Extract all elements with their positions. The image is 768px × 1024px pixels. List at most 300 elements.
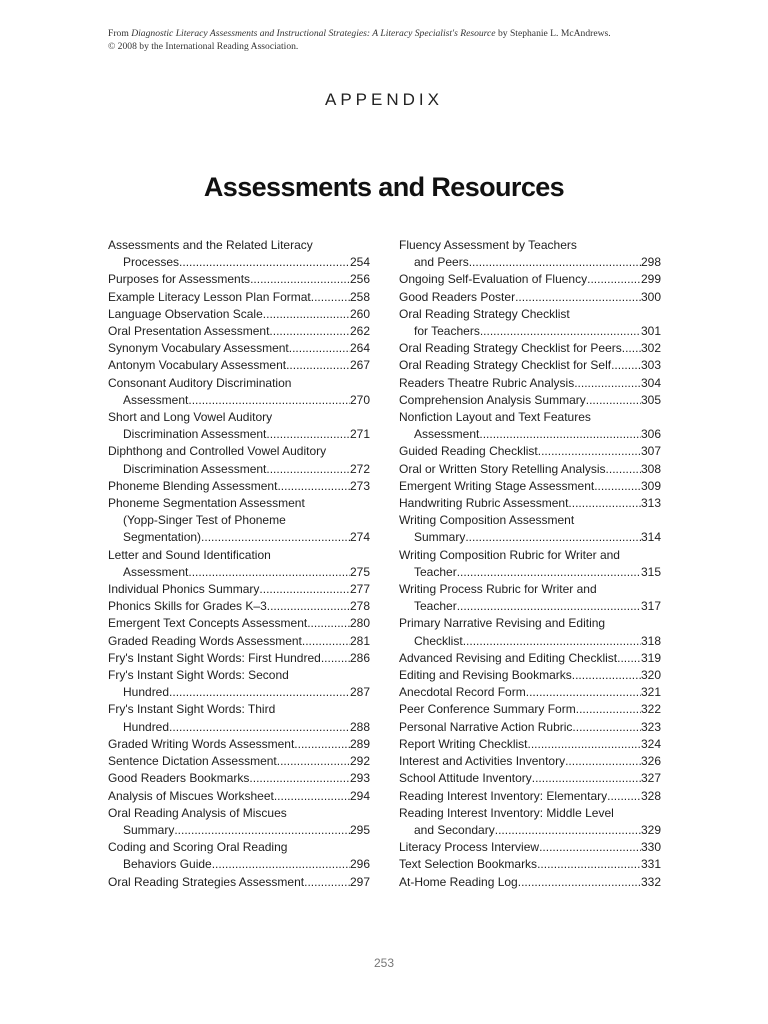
toc-entry-last-line	[108, 874, 370, 891]
toc-entry-title: Analysis of Miscues Worksheet	[108, 788, 274, 803]
toc-entry-page: 297	[349, 874, 370, 889]
toc-entry-last-line	[399, 461, 661, 478]
toc-entry	[108, 736, 370, 753]
toc-entry-title: Letter and Sound Identification	[108, 547, 271, 562]
toc-entry-page: 328	[640, 788, 661, 803]
toc-entry-page: 331	[640, 857, 661, 872]
toc-entry	[108, 409, 370, 443]
leader-dots	[263, 306, 350, 323]
toc-entry-line	[399, 512, 661, 529]
toc-entry-title: Graded Reading Words Assessment	[108, 633, 302, 648]
toc-entry-page: 275	[349, 564, 370, 579]
toc-entry	[399, 719, 661, 736]
leader-dots	[249, 770, 350, 787]
leader-dots	[302, 633, 350, 650]
toc-entry-page: 298	[640, 255, 661, 270]
toc-entry-page: 260	[349, 306, 370, 321]
leader-dots	[457, 598, 641, 615]
toc-entry	[399, 753, 661, 770]
toc-entry-line	[108, 547, 370, 564]
toc-entry-title: Graded Writing Words Assessment	[108, 736, 295, 751]
toc-entry-last-line	[399, 375, 661, 392]
toc-entry-page: 326	[640, 754, 661, 769]
toc-entry-last-line	[399, 495, 661, 512]
toc-entry-title: Writing Composition Rubric for Writer and	[399, 547, 620, 562]
toc-entry-page: 317	[640, 599, 661, 614]
leader-dots	[188, 392, 350, 409]
toc-entry-last-line	[399, 254, 661, 271]
toc-entry	[399, 357, 661, 374]
toc-entry-page: 320	[640, 668, 661, 683]
toc-entry	[399, 443, 661, 460]
toc-entry-title: Phonics Skills for Grades K–3	[108, 599, 267, 614]
toc-entry	[108, 306, 370, 323]
toc-entry	[399, 512, 661, 546]
leader-dots	[277, 753, 350, 770]
toc-entry-line	[399, 237, 661, 254]
toc-entry	[108, 357, 370, 374]
toc-entry-line	[399, 306, 661, 323]
toc-entry-title: Writing Composition Assessment	[399, 513, 575, 528]
toc-entry-title: Segmentation)	[123, 530, 202, 545]
toc-entry-title: Checklist	[414, 633, 463, 648]
toc-entry-last-line	[108, 357, 370, 374]
leader-dots	[304, 874, 350, 891]
leader-dots	[294, 736, 350, 753]
toc-entry	[399, 701, 661, 718]
toc-entry-page: 301	[640, 324, 661, 339]
toc-entry-title: Coding and Scoring Oral Reading	[108, 840, 288, 855]
toc-entry-last-line	[108, 753, 370, 770]
toc-entry-last-line	[399, 874, 661, 891]
toc-entry-page: 292	[349, 754, 370, 769]
toc-entry	[399, 667, 661, 684]
source-copyright: © 2008 by the International Reading Association.	[108, 41, 299, 52]
toc-entry-page: 272	[349, 461, 370, 476]
toc-entry	[108, 650, 370, 667]
toc-entry	[399, 581, 661, 615]
toc-entry	[108, 289, 370, 306]
toc-entry-last-line	[399, 340, 661, 357]
toc-entry-last-line	[108, 770, 370, 787]
leader-dots	[594, 478, 641, 495]
leader-dots	[179, 254, 350, 271]
toc-entry-page: 289	[349, 736, 370, 751]
page-number: 253	[373, 956, 395, 970]
toc-entry-line	[108, 701, 370, 718]
toc-entry-last-line	[108, 271, 370, 288]
toc-entry-title: Oral Reading Strategies Assessment	[108, 874, 305, 889]
toc-entry-title: Writing Process Rubric for Writer and	[399, 582, 597, 597]
toc-entry-title: Discrimination Assessment	[123, 427, 267, 442]
toc-entry-page: 271	[349, 427, 370, 442]
toc-entry	[108, 495, 370, 547]
toc-entry-title: Fry's Instant Sight Words: Third	[108, 702, 276, 717]
toc-entry	[108, 271, 370, 288]
toc-entry	[108, 753, 370, 770]
toc-entry-last-line	[399, 598, 661, 615]
toc-entry-title: Good Readers Bookmarks	[108, 771, 250, 786]
toc-entry-last-line	[108, 719, 370, 736]
toc-entry-page: 308	[640, 461, 661, 476]
toc-entry-page: 302	[640, 341, 661, 356]
toc-entry-last-line	[108, 426, 370, 443]
leader-dots	[274, 788, 350, 805]
toc-entry-page: 287	[349, 685, 370, 700]
leader-dots	[469, 254, 641, 271]
toc-entry-page: 304	[640, 375, 661, 390]
leader-dots	[622, 340, 641, 357]
source-author: by Stephanie L. McAndrews.	[495, 28, 611, 39]
toc-entry-last-line	[399, 323, 661, 340]
toc-entry-page: 321	[640, 685, 661, 700]
toc-entry-title: Hundred	[123, 685, 170, 700]
leader-dots	[539, 839, 641, 856]
leader-dots	[321, 650, 350, 667]
toc-entry-title: Teacher	[414, 564, 457, 579]
leader-dots	[537, 856, 641, 873]
toc-entry-line	[108, 443, 370, 460]
toc-entry-title: Consonant Auditory Discrimination	[108, 375, 292, 390]
toc-entry-title: At-Home Reading Log	[399, 874, 518, 889]
toc-entry-last-line	[399, 564, 661, 581]
toc-entry-last-line	[108, 478, 370, 495]
toc-entry-title: (Yopp-Singer Test of Phoneme	[123, 513, 286, 528]
leader-dots	[606, 461, 641, 478]
toc-entry-title: Report Writing Checklist	[399, 736, 528, 751]
toc-entry-title: Phoneme Blending Assessment	[108, 478, 278, 493]
toc-entry-title: Nonfiction Layout and Text Features	[399, 410, 591, 425]
toc-entry-title: Personal Narrative Action Rubric	[399, 719, 573, 734]
toc-entry-last-line	[399, 856, 661, 873]
toc-entry	[108, 788, 370, 805]
toc-entry	[108, 667, 370, 701]
toc-entry-page: 327	[640, 771, 661, 786]
toc-entry-page: 322	[640, 702, 661, 717]
leader-dots	[286, 357, 350, 374]
leader-dots	[307, 615, 350, 632]
toc-entry-page: 303	[640, 358, 661, 373]
toc-entry-last-line	[399, 289, 661, 306]
source-prefix: From	[108, 28, 132, 39]
source-citation	[108, 27, 668, 53]
leader-dots	[269, 323, 350, 340]
toc-entry-title: and Peers	[414, 255, 469, 270]
toc-entry-last-line	[108, 736, 370, 753]
toc-entry	[108, 237, 370, 271]
leader-dots	[538, 443, 641, 460]
toc-entry-line	[399, 409, 661, 426]
toc-entry-page: 324	[640, 736, 661, 751]
toc-entry	[399, 650, 661, 667]
toc-entry-line	[108, 512, 370, 529]
leader-dots	[526, 684, 641, 701]
leader-dots	[532, 770, 641, 787]
leader-dots	[289, 340, 350, 357]
toc-entry-page: 318	[640, 633, 661, 648]
toc-entry-page: 306	[640, 427, 661, 442]
toc-entry-title: Sentence Dictation Assessment	[108, 754, 277, 769]
leader-dots	[188, 564, 350, 581]
toc-entry-page: 262	[349, 324, 370, 339]
leader-dots	[572, 667, 641, 684]
appendix-label: APPENDIX	[325, 90, 443, 109]
toc-entry-title: Fry's Instant Sight Words: First Hundred	[108, 650, 321, 665]
page-title: Assessments and Resources	[203, 172, 565, 202]
toc-entry-title: Reading Interest Inventory: Middle Level	[399, 805, 614, 820]
toc-entry-last-line	[108, 822, 370, 839]
toc-entry	[108, 547, 370, 581]
toc-entry-last-line	[399, 443, 661, 460]
leader-dots	[212, 856, 350, 873]
toc-entry	[399, 271, 661, 288]
toc-entry-title: Literacy Process Interview	[399, 840, 540, 855]
leader-dots	[174, 822, 350, 839]
leader-dots	[311, 289, 350, 306]
toc-entry	[108, 839, 370, 873]
leader-dots	[277, 478, 350, 495]
toc-entry-line	[108, 839, 370, 856]
toc-entry-last-line	[399, 822, 661, 839]
toc-entry-last-line	[108, 633, 370, 650]
toc-entry	[399, 788, 661, 805]
toc-entry-title: Primary Narrative Revising and Editing	[399, 616, 606, 631]
leader-dots	[568, 495, 641, 512]
toc-entry	[399, 805, 661, 839]
leader-dots	[518, 874, 641, 891]
toc-entry-title: Diphthong and Controlled Vowel Auditory	[108, 444, 327, 459]
toc-entry-page: 295	[349, 822, 370, 837]
leader-dots	[480, 323, 641, 340]
leader-dots	[527, 736, 640, 753]
toc-entry	[399, 874, 661, 891]
source-book-title: Diagnostic Literacy Assessments and Instructional Strategies: A Literacy Specialist's Resource	[131, 28, 496, 39]
toc-entry-title: Processes	[123, 255, 180, 270]
toc-entry	[108, 340, 370, 357]
leader-dots	[495, 822, 641, 839]
toc-entry-title: Behaviors Guide	[123, 857, 212, 872]
toc-entry-title: Anecdotal Record Form	[399, 685, 526, 700]
leader-dots	[587, 271, 641, 288]
toc-entry-last-line	[399, 736, 661, 753]
toc-entry-title: Guided Reading Checklist	[399, 444, 538, 459]
toc-entry-page: 264	[349, 341, 370, 356]
toc-entry-title: Assessment	[123, 392, 189, 407]
toc-entry	[108, 633, 370, 650]
toc-entry-page: 329	[640, 822, 661, 837]
toc-entry-last-line	[108, 340, 370, 357]
toc-entry-title: Teacher	[414, 599, 457, 614]
toc-entry-title: Oral Presentation Assessment	[108, 324, 270, 339]
toc-entry-last-line	[108, 581, 370, 598]
leader-dots	[201, 529, 350, 546]
toc-entry	[108, 770, 370, 787]
toc-entry	[108, 478, 370, 495]
toc-entry-last-line	[399, 788, 661, 805]
toc-entry-title: for Teachers	[414, 324, 480, 339]
toc-entry-title: Oral Reading Analysis of Miscues	[108, 805, 287, 820]
toc-entry	[399, 237, 661, 271]
toc-entry-title: Oral Reading Strategy Checklist for Peers	[399, 341, 622, 356]
leader-dots	[586, 392, 641, 409]
toc-entry	[399, 839, 661, 856]
toc-entry-last-line	[399, 684, 661, 701]
toc-entry-line	[108, 495, 370, 512]
toc-entry-page: 307	[640, 444, 661, 459]
toc-entry-page: 273	[349, 478, 370, 493]
toc-entry-title: Interest and Activities Inventory	[399, 754, 566, 769]
toc-entry-last-line	[108, 289, 370, 306]
leader-dots	[611, 357, 641, 374]
toc-entry-title: Oral Reading Strategy Checklist	[399, 306, 570, 321]
toc-entry-page: 281	[349, 633, 370, 648]
toc-entry-title: Fluency Assessment by Teachers	[399, 238, 577, 252]
leader-dots	[250, 271, 350, 288]
toc-entry-page: 319	[640, 650, 661, 665]
toc-entry-title: Language Observation Scale	[108, 306, 263, 321]
toc-entry-title: Comprehension Analysis Summary	[399, 392, 586, 407]
toc-entry	[399, 684, 661, 701]
toc-entry-title: Editing and Revising Bookmarks	[399, 668, 572, 683]
toc-entry-page: 278	[349, 599, 370, 614]
toc-entry-title: Oral or Written Story Retelling Analysis	[399, 461, 606, 476]
toc-entry-title: Synonym Vocabulary Assessment	[108, 341, 289, 356]
toc-entry-title: School Attitude Inventory	[399, 771, 532, 786]
leader-dots	[259, 581, 350, 598]
toc-entry	[108, 443, 370, 477]
toc-entry-page: 274	[349, 530, 370, 545]
toc-entry-title: Example Literacy Lesson Plan Format	[108, 289, 311, 304]
toc-entry-line	[399, 805, 661, 822]
toc-entry-last-line	[399, 650, 661, 667]
toc-entry-title: Purposes for Assessments	[108, 272, 251, 287]
toc-entry	[399, 478, 661, 495]
leader-dots	[617, 650, 641, 667]
toc-left-column	[108, 237, 370, 891]
toc-entry-line	[108, 375, 370, 392]
toc-entry-title: Reading Interest Inventory: Elementary	[399, 788, 608, 803]
toc-entry-title: Advanced Revising and Editing Checklist	[399, 650, 618, 665]
toc-entry-page: 315	[640, 564, 661, 579]
toc-entry-title: Hundred	[123, 719, 170, 734]
toc-entry-line	[399, 547, 661, 564]
toc-entry-page: 314	[640, 530, 661, 545]
toc-entry-page: 309	[640, 478, 661, 493]
toc-entry-title: Peer Conference Summary Form	[399, 702, 576, 717]
toc-entry-line	[108, 805, 370, 822]
toc-entry	[399, 340, 661, 357]
toc-entry-title: Summary	[123, 822, 175, 837]
toc-entry-page: 299	[640, 272, 661, 287]
toc-entry-page: 277	[349, 582, 370, 597]
toc-entry-page: 330	[640, 840, 661, 855]
toc-entry-title: Handwriting Rubric Assessment	[399, 496, 569, 511]
toc-entry-title: Discrimination Assessment	[123, 461, 267, 476]
leader-dots	[465, 529, 641, 546]
leader-dots	[169, 684, 350, 701]
toc-entry-last-line	[399, 770, 661, 787]
toc-entry-page: 280	[349, 616, 370, 631]
toc-entry-title: Oral Reading Strategy Checklist for Self	[399, 358, 612, 373]
toc-entry-title: Individual Phonics Summary	[108, 582, 260, 597]
leader-dots	[266, 461, 350, 478]
toc-entry-page: 305	[640, 392, 661, 407]
toc-entry-last-line	[399, 701, 661, 718]
toc-entry	[108, 615, 370, 632]
toc-entry-title: Assessment	[123, 564, 189, 579]
toc-entry-last-line	[108, 788, 370, 805]
toc-entry-title: Fry's Instant Sight Words: Second	[108, 668, 289, 683]
toc-entry-last-line	[399, 357, 661, 374]
leader-dots	[515, 289, 641, 306]
toc-entry-page: 293	[349, 771, 370, 786]
toc-entry-last-line	[399, 478, 661, 495]
toc-entry-title: Antonym Vocabulary Assessment	[108, 358, 287, 373]
leader-dots	[576, 701, 641, 718]
toc-entry-last-line	[108, 254, 370, 271]
leader-dots	[457, 564, 641, 581]
leader-dots	[565, 753, 641, 770]
toc-entry	[399, 461, 661, 478]
toc-entry-title: Short and Long Vowel Auditory	[108, 410, 273, 425]
leader-dots	[267, 598, 350, 615]
toc-entry-last-line	[108, 564, 370, 581]
leader-dots	[479, 426, 641, 443]
toc-entry-last-line	[108, 461, 370, 478]
toc-entry-last-line	[399, 529, 661, 546]
toc-right-column	[399, 237, 661, 891]
toc-entry-page: 300	[640, 289, 661, 304]
toc-entry-line	[399, 581, 661, 598]
toc-entry	[399, 615, 661, 649]
toc-entry-last-line	[108, 529, 370, 546]
toc-entry-page: 256	[349, 272, 370, 287]
leader-dots	[572, 719, 641, 736]
toc-entry	[399, 547, 661, 581]
toc-entry-title: Ongoing Self-Evaluation of Fluency	[399, 272, 588, 287]
leader-dots	[574, 375, 641, 392]
leader-dots	[169, 719, 350, 736]
toc-entry-title: Readers Theatre Rubric Analysis	[399, 375, 575, 390]
toc-entry-page: 323	[640, 719, 661, 734]
toc-entry-last-line	[399, 753, 661, 770]
toc-entry	[399, 375, 661, 392]
toc-entry	[108, 598, 370, 615]
toc-entry-last-line	[108, 856, 370, 873]
toc-entry-last-line	[108, 684, 370, 701]
toc-entry	[108, 581, 370, 598]
toc-entry-page: 288	[349, 719, 370, 734]
toc-entry	[399, 392, 661, 409]
toc-entry-title: Emergent Text Concepts Assessment	[108, 616, 308, 631]
toc-entry-last-line	[399, 667, 661, 684]
toc-entry-line	[108, 409, 370, 426]
toc-entry	[399, 736, 661, 753]
toc-entry-last-line	[399, 719, 661, 736]
toc-entry	[108, 701, 370, 735]
toc-entry-page: 267	[349, 358, 370, 373]
toc-entry-last-line	[108, 306, 370, 323]
toc-entry-line	[108, 237, 370, 254]
toc-entry-title: Emergent Writing Stage Assessment	[399, 478, 595, 493]
toc-entry-page: 286	[349, 650, 370, 665]
toc-entry	[108, 375, 370, 409]
toc-entry-last-line	[108, 615, 370, 632]
toc-entry	[399, 289, 661, 306]
toc-entry-last-line	[108, 650, 370, 667]
toc-entry-last-line	[399, 426, 661, 443]
toc-entry-title: Phoneme Segmentation Assessment	[108, 496, 305, 511]
